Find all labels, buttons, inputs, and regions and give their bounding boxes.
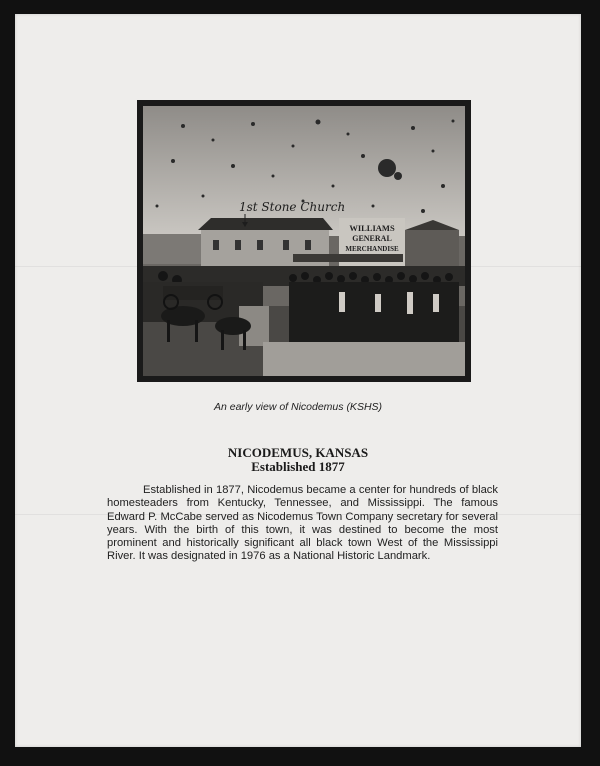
subtitle-line: Established 1877: [251, 459, 345, 474]
svg-text:WILLIAMS: WILLIAMS: [349, 223, 395, 233]
document-title: [15, 446, 581, 474]
photo-caption: An early view of Nicodemus (KSHS): [213, 401, 383, 413]
svg-text:MERCHANDISE: MERCHANDISE: [345, 245, 399, 253]
stone-church: [198, 218, 333, 272]
historic-photo: [137, 100, 471, 382]
body-paragraph: Established in 1877, Nicodemus became a center for hundreds of black homesteaders from Kentucky, Tennessee, and Mississippi. The famous Edward P. McCabe served as Nicodemus Town Company secretary for several years. With the birth of this town, it was destined to become the most prominent and historically significant all black town West of the Mississippi River. It was designated in 1976 as a National Historic Landmark.: [107, 484, 498, 563]
photo-annotation: 1st Stone Church: [239, 200, 346, 214]
nicodemus-photo: [143, 106, 465, 376]
title-line: NICODEMUS, KANSAS: [227, 445, 369, 460]
document-page: [15, 14, 581, 747]
svg-text:GENERAL: GENERAL: [352, 234, 392, 243]
